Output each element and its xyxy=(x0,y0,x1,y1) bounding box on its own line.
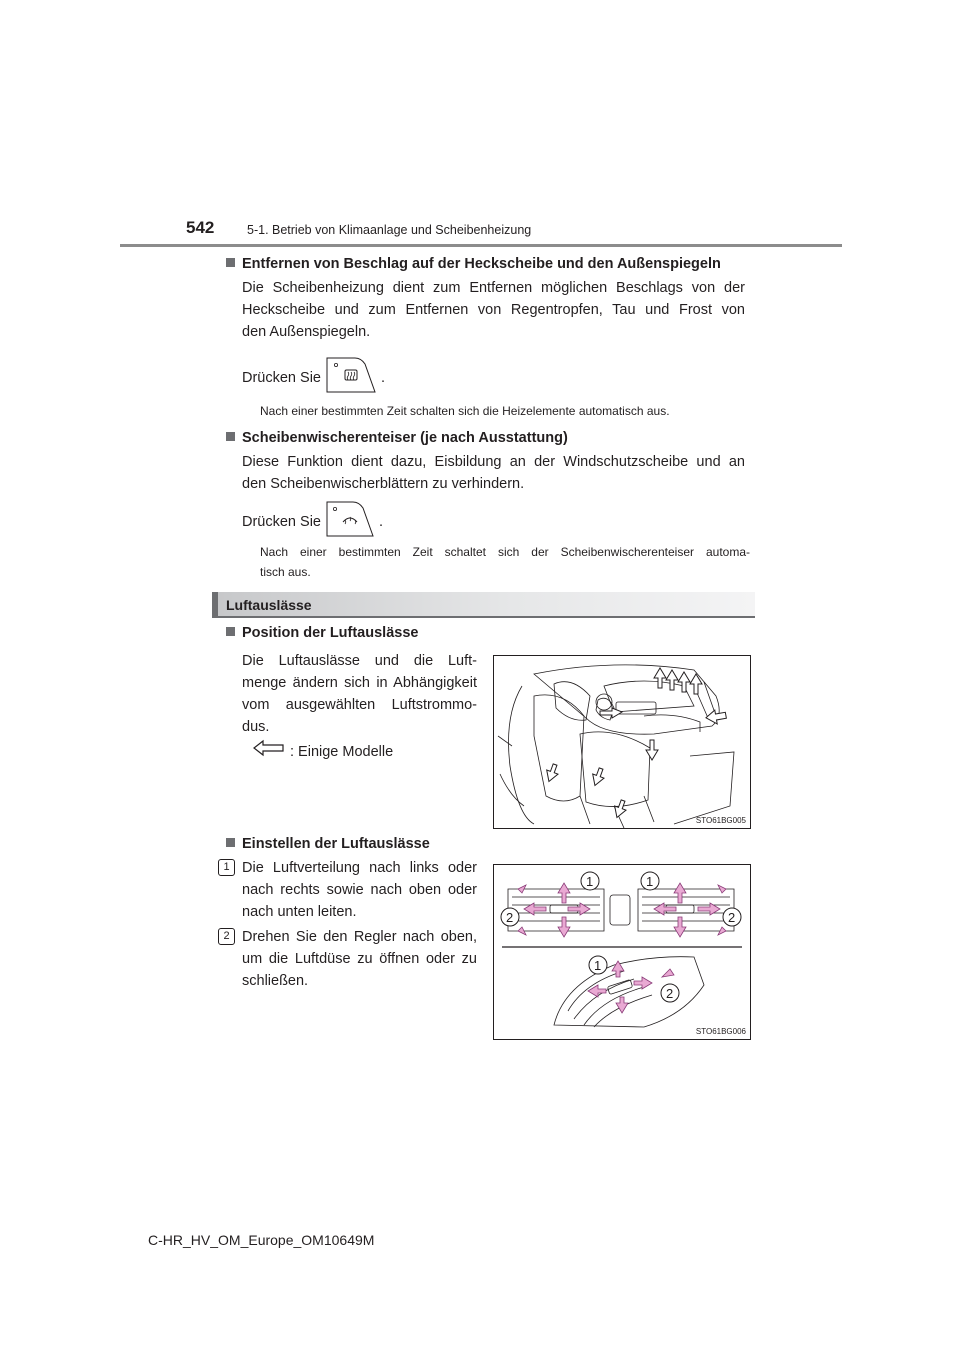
vent-position-paragraph xyxy=(242,650,477,738)
step-2-badge: 2 xyxy=(218,928,235,945)
deicer-note-line-1: Nach einer bestimmten Zeit schaltet sich der Scheibenwischerenteiser automa- xyxy=(260,545,750,559)
vent-position-line-2: menge ändern sich in Abhängigkeit xyxy=(242,675,477,691)
step-1-line-1: Die Luftverteilung nach links oder xyxy=(242,860,477,876)
deicer-line-2: den Scheibenwischerblättern zu verhindern. xyxy=(242,476,525,492)
step-2-paragraph xyxy=(242,926,477,992)
step-1-badge: 1 xyxy=(218,859,235,876)
document-id: C-HR_HV_OM_Europe_OM10649M xyxy=(148,1232,375,1248)
square-bullet-icon xyxy=(226,838,235,847)
step-2-line-2: um die Luftdüse zu öffnen oder zu xyxy=(242,951,477,967)
square-bullet-icon xyxy=(226,627,235,636)
deicer-note-line-2: tisch aus. xyxy=(260,565,311,579)
defog-line-3: den Außenspiegeln. xyxy=(242,324,371,340)
callout-2-left-label: 2 xyxy=(506,910,514,925)
step-2-line-3: schließen. xyxy=(242,973,309,989)
wiper-deicer-button-icon xyxy=(325,500,375,545)
page-number: 542 xyxy=(186,218,215,237)
deicer-heading-text: Scheibenwischerenteiser (je nach Ausstattung) xyxy=(242,430,568,446)
defog-press-label: Drücken Sie xyxy=(242,370,321,386)
defog-heading xyxy=(226,256,756,272)
vent-position-line-1: Die Luftauslässe und die Luft- xyxy=(242,653,477,669)
callout-2-right-label: 2 xyxy=(728,910,736,925)
vent-position-heading-text: Position der Luftauslässe xyxy=(242,625,419,641)
defog-press-period: . xyxy=(380,370,386,386)
vent-adjust-heading-text: Einstellen der Luftauslässe xyxy=(242,836,430,852)
vent-adjust-heading xyxy=(226,836,430,852)
deicer-heading xyxy=(226,430,568,446)
defog-line-2: Heckscheibe und zum Entfernen von Regentropfen, Tau und Frost von xyxy=(242,302,745,318)
section-breadcrumb: 5-1. Betrieb von Klimaanlage und Scheibenheizung xyxy=(247,223,532,237)
defog-press-instruction xyxy=(242,358,385,398)
callout-2-lower-label: 2 xyxy=(666,986,674,1001)
header-divider xyxy=(120,244,842,247)
vent-adjustment-illustration xyxy=(494,865,750,1039)
figure-code-2: STO61BG006 xyxy=(695,1027,746,1036)
vent-position-figure xyxy=(493,655,751,829)
callout-1-left-label: 1 xyxy=(586,874,594,889)
vent-position-line-3: vom ausgewählten Luftstrommo- xyxy=(242,697,477,713)
defog-line-1: Die Scheibenheizung dient zum Entfernen möglichen Beschlags von der xyxy=(242,280,745,296)
defog-paragraph xyxy=(242,277,745,343)
deicer-press-label: Drücken Sie xyxy=(242,514,321,530)
step-1-paragraph xyxy=(242,857,477,923)
section-title: Luftauslässe xyxy=(226,597,312,613)
vent-legend xyxy=(252,738,393,765)
step-2-line-1: Drehen Sie den Regler nach oben, xyxy=(242,929,477,945)
section-bar-underline xyxy=(212,616,755,618)
deicer-line-1: Diese Funktion dient dazu, Eisbildung an der Windschutzscheibe und an xyxy=(242,454,745,470)
figure-code-1: STO61BG005 xyxy=(695,816,746,825)
car-interior-illustration xyxy=(494,656,750,828)
square-bullet-icon xyxy=(226,432,235,441)
outline-arrow-icon xyxy=(252,738,286,765)
rear-defogger-button-icon xyxy=(325,356,377,401)
deicer-note xyxy=(260,542,750,582)
vent-position-line-4: dus. xyxy=(242,719,270,735)
vent-legend-text: : Einige Modelle xyxy=(290,743,394,760)
deicer-press-period: . xyxy=(378,514,384,530)
defog-note: Nach einer bestimmten Zeit schalten sich die Heizelemente automatisch aus. xyxy=(260,404,670,418)
deicer-press-instruction xyxy=(242,502,383,542)
deicer-paragraph xyxy=(242,451,745,495)
step-1-line-3: nach unten leiten. xyxy=(242,904,357,920)
vent-position-heading xyxy=(226,625,418,641)
step-1-line-2: nach rechts sowie nach oben oder xyxy=(242,882,477,898)
square-bullet-icon xyxy=(226,258,235,267)
vent-adjust-figure xyxy=(493,864,751,1040)
defog-heading-text: Entfernen von Beschlag auf der Heckscheibe und den Außenspiegeln xyxy=(242,256,721,272)
callout-1-lower-label: 1 xyxy=(594,958,602,973)
callout-1-right-label: 1 xyxy=(646,874,654,889)
